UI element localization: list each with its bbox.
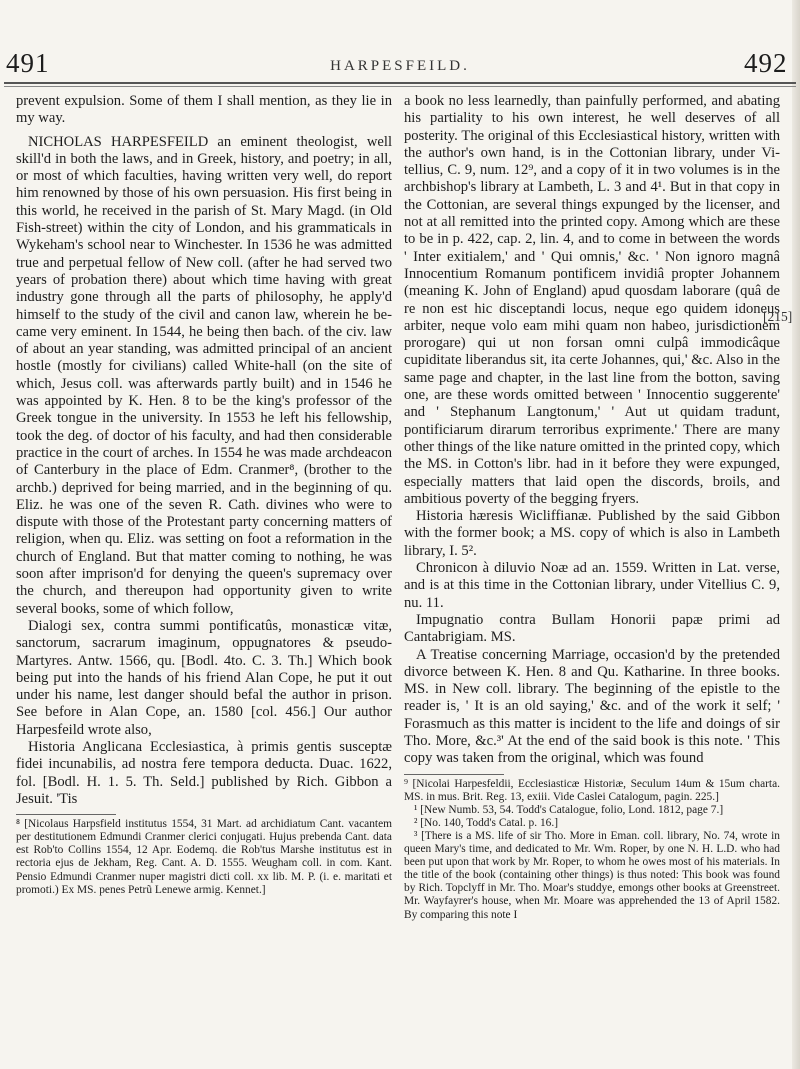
margin-column-reference: [215] [763,309,793,324]
intro-paragraph: prevent expulsion. Some of them I shall mention, as they lie in my way. [16,93,392,127]
footnote-rule [404,774,504,775]
footnote-9: ⁹ [Nicolai Harpesfeldii, Ecclesiasticæ Historiæ, Seculum 14um & 15um charta. MS. in mus. Brit. Reg. 13, exiii. Vide Caslei Catalogum, pagin. 225.] [404,777,780,803]
header-rule [4,82,796,84]
footnote-3: ³ [There is a MS. life of sir Tho. More in Eman. coll. library, No. 74, wrote in queen Mary's time, and dedicated to Mr. Wm. Roper, by one N. H. L.D. who had been put upon that work by Mr. Roper, to whom he owes most of his materials. In the title of the book (containing other things) is thus noted: This book was found by Rich. Topclyff in Mr. Tho. Moar's studdye, emongs other books at Greenstreet. Mr. Wayfayrer's house, when Mr. Moare was apprehended the 13 of April 1582. By comparing this note I [404,829,780,921]
historia-continuation: a book no less learnedly, than painfully performed, and abating his partiality to his own interest, he well deserves of all posterity. The original of this Ecclesiastical history, written with the author's own hand, is in the Cottonian library, under Vitellius, C. 9, num. 12⁹, and a copy of it in two volumes is in the archbishop's library at Lambeth, L. 3 and 4¹. But in that copy in the Cottonian, are several things expunged by the licenser, and not at all remitted into the printed copy. Among which are these to be in p. 422, cap. 2, lin. 4, and to come in between the words ' Inter exitialem,' and ' Qui omnis,' &c. ' Non ignoro magnâ Innocentium Romanum pontificem invidiâ propter Johannem (meaning K. John of England) apud quosdam laborare (quâ de re non est hic disceptandi locus, neque ego quidem idoneus arbiter, neque volo eam mihi quam non habeo, jurisdictionem prorogare) qui ut non forsan omni culpâ immodicâque cupiditate liberandus sit, ita certe Johannes, qui,' &c. Also in the same page and chapter, in the last line from the botton, saving one, are these words omitted between ' Innocentio suggerente' and ' Stephanum Langtonum,' ' Aut ut quidam tradunt, pontificiarum dirarum terroribus exprimente.' There are many other things of the like nature omitted in the printed copy, which the MS. in Cotton's libr. had in it before they were expunged, especially matters that laid open the discords, broils, and ambitious poverty of the begging fryers. [404,93,780,507]
work-treatise-marriage: A Treatise concerning Marriage, occasion'd by the pretended divorce between K. Hen. 8 and Qu. Katharine. In three books. MS. in New coll. library. The beginning of the epistle to the reader is, ' It is an old saying,' &c. and of the work it self; ' Forasmuch as this matter is incident to the life and doings of sir Tho. More, &c.³' At the end of the said book is this note. ' This copy was taken from the original, which was found [404,646,780,767]
work-historia-haeresis: Historia hæresis Wicliffianæ. Published by the said Gibbon with the former book; a MS. copy of which is also in Lambeth library, I. 5². [404,508,780,559]
footnote-1: ¹ [New Numb. 53, 54. Todd's Catalogue, folio, Lond. 1812, page 7.] [414,803,724,816]
work-historia-anglicana: Historia Anglicana Ecclesiastica, à primis gentis susceptæ fidei incunabilis, ad nostra fere tempora deducta. Duac. 1622, fol. [Bodl. H. 1. 5. Th. Seld.] published by Rich. Gibbon a Jesuit. 'Tis [16,738,392,807]
work-impugnatio: Impugnatio contra Bullam Honorii papæ primi ad Cantabrigiam. MS. [404,611,780,646]
right-column [404,93,780,922]
work-dialogi: Dialogi sex, contra summi pontificatûs, monasticæ vitæ, sanctorum, sacrarum imaginum, oppugnatores & pseudo-Martyres. Antw. 1566, qu. [Bodl. 4to. C. 3. Th.] Which book being put into the hands of his friend Alan Cope, he put it out under his name, lest danger should befal the author in prison. See before in Alan Cope, an. 1580 [col. 456.] Our author Harpesfeild wrote also, [16,617,392,738]
footnote-2: ² [No. 140, Todd's Catal. p. 16.] [414,816,558,829]
page-number-right: 492 [744,48,788,78]
footnote-8: ⁸ [Nicolaus Harpsfield institutus 1554, 31 Mart. ad archidiatum Cant. vacantem per destitutionem Edmundi Cranmer clerici conjugati. Hujus prebenda Cant. data est Rob'to Collins 1554, 12 Apr. Eodemq. die Rob'tus Marshe institutus est in rectoria ejus de Jekham, Reg. Cant. A. D. 1555. Weugham coll. in com. Kant. Pensio Edmundi Cranmer nuper magistri dicti coll. xx lib. M. P. (i. e. maritati et promoti.) Ex MS. penes Petrũ Lenewe armig. Kennet.] [16,818,392,896]
harpesfeild-biography: NICHOLAS HARPESFEILD an eminent theologist, well skill'd in both the laws, and in Greek, history, and poetry; in all, or most of which faculties, having written very well, do report him renowned by those of his own persuasion. His first being in this world, he received in the parish of St. Mary Magd. (in Old Fish-street) within the city of London, and his grammaticals in Wykeham's school near to Winchester. In 1536 he was admitted true and perpetual fellow of New coll. (after he had served two years of probation there) about which time having with great industry gone through all the parts of philosophy, he apply'd himself to the study of the civil and canon law, wherein he became very eminent. In 1544, he being then bach. of the civ. law of about an year standing, was admitted principal of an ancient hostle (mostly for civilians) called White-hall (on the site of which, Jesus coll. was afterwards partly built) and in 1546 he was appointed by K. Hen. 8 to be the king's professor of the Greek tongue in the university. In 1553 he left his fellowship, took the deg. of doctor of his faculty, and had then considerable practice in the court of arches. In 1554 he was made archdeacon of Canterbury in the place of Edm. Cranmer⁸, (brother to the archb.) deprived for being married, and in the beginning of qu. Eliz. he was one of the seven R. Cath. divines who were to dispute with those of the Protestant party concerning matters of religion, when qu. Eliz. was setting on foot a reformation in the church of England. But that matter coming to nothing, he was soon after imprison'd for denying the queen's supremacy over the church, and thereupon had opportunity given to write several books, some of which follow, [16,133,392,617]
header-rule-thin [4,86,796,87]
page-number-left: 491 [6,48,50,78]
work-chronicon: Chronicon à diluvio Noæ ad an. 1559. Written in Lat. verse, and is at this time in the Cottonian library, under Vitellius C. 9, nu. 11. [404,560,780,611]
left-column [16,93,392,897]
footnote-rule [16,814,116,815]
running-head: HARPESFEILD. [330,58,470,74]
page-edge [792,0,800,1069]
